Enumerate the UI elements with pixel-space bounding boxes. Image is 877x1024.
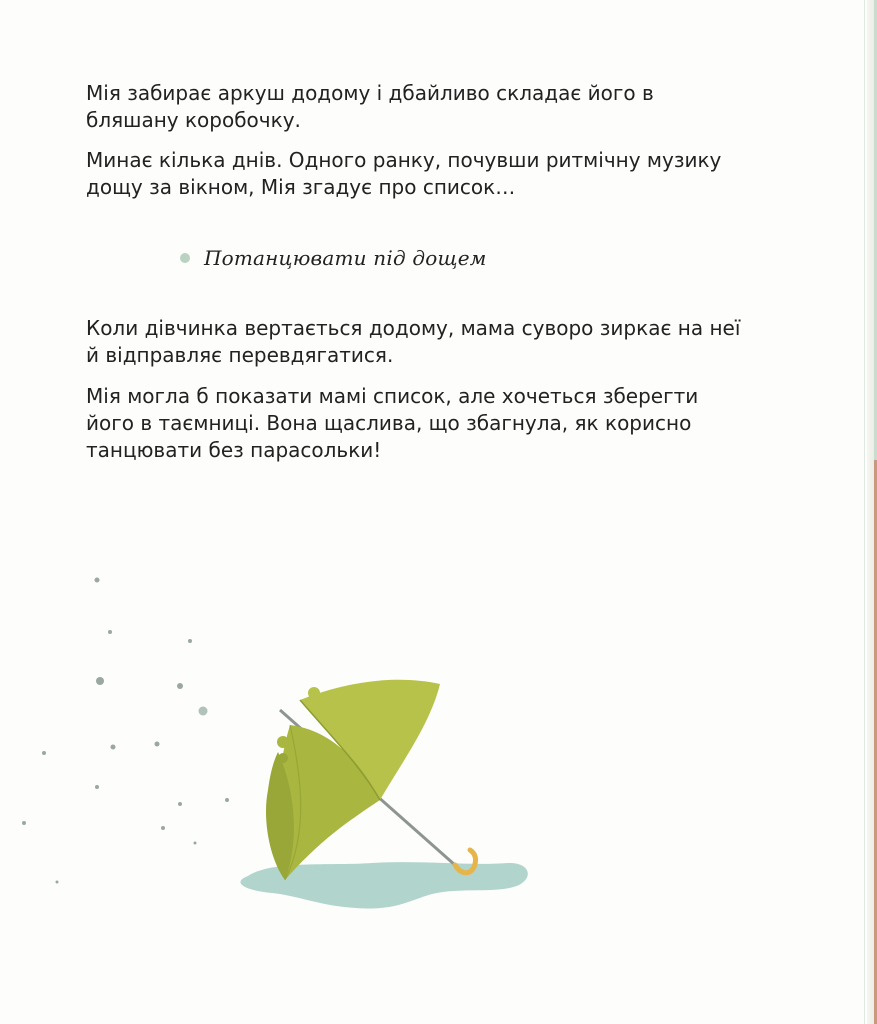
rain-drops-icon [22,578,229,884]
bullet-dot-icon [180,253,190,263]
umbrella-tip-2 [277,736,289,748]
green-umbrella-in-puddle-icon [0,560,600,940]
paragraph-4: Мія могла б показати мамі список, але хочеться зберегти його в таємниці. Вона щаслива, що збагнула, як корисно танцювати без парасольки! [86,384,699,462]
list-item-text: Потанцювати під дощем [204,246,487,270]
umbrella-tip-1 [308,687,320,699]
paragraph-3: Коли дівчинка вертається додому, мама суворо зиркає на неї й відправляє перевдягатися. [86,316,741,367]
umbrella-tip-3 [278,753,288,763]
paragraph-1: Мія забирає аркуш додому і дбайливо складає його в бляшану коробочку. [86,81,654,132]
paragraph-2: Минає кілька днів. Одного ранку, почувши ритмічну музику дощу за вікном, Мія згадує про список… [86,148,722,199]
page-edge-line [864,0,865,1024]
list-item [180,246,487,270]
